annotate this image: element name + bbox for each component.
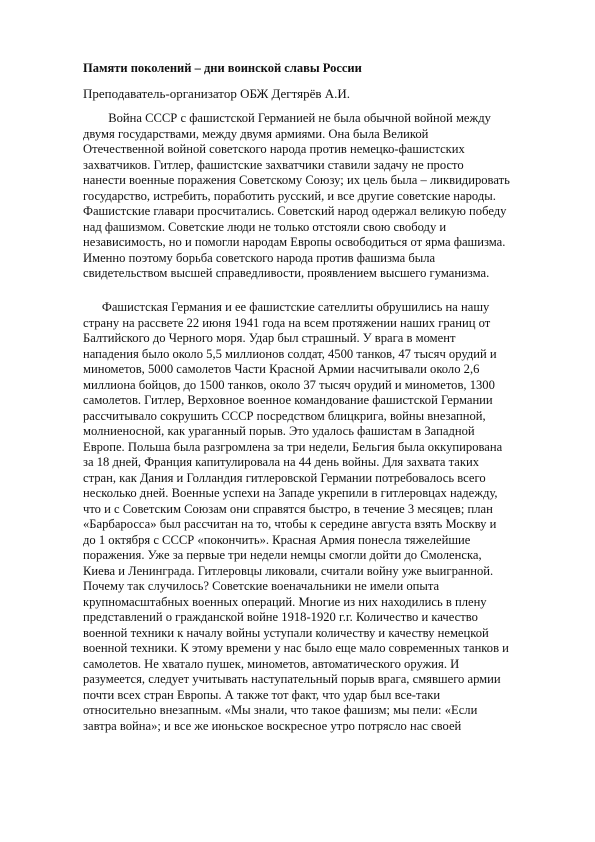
paragraph-line: Балтийского до Черного моря. Удар был страшный. У врага в момент bbox=[83, 331, 456, 345]
paragraph-line: Фашистская Германия и ее фашистские сателлиты обрушились на нашу bbox=[83, 300, 490, 314]
document-title: Памяти поколений – дни воинской славы России bbox=[83, 61, 362, 75]
paragraph-line: молниеносной, как ураганный порыв. Это удалось фашистам в Западной bbox=[83, 424, 475, 438]
paragraph-line: поражения. Уже за первые три недели немцы смогли дойти до Смоленска, bbox=[83, 548, 482, 562]
paragraph-line: «Барбаросса» был рассчитан на то, чтобы к середине августа взять Москву и bbox=[83, 517, 497, 531]
paragraph-line: военной техники. К этому времени у нас было еще мало современных танков и bbox=[83, 641, 509, 655]
paragraph-line: несколько дней. Военные успехи на Западе укрепили в гитлеровцах надежду, bbox=[83, 486, 498, 500]
paragraph-line: относительно внезапным. «Мы знали, что такое фашизм; мы пели: «Если bbox=[83, 703, 478, 717]
paragraph-line: государство, истребить, поработить русский, и все другие советские народы. bbox=[83, 188, 496, 203]
paragraph-line: до 1 октября с СССР «покончить». Красная Армия понесла тяжелейшие bbox=[83, 532, 471, 547]
paragraph-line: Киева и Ленинграда. Гитлеровцы ликовали, считали войну уже выигранной. bbox=[83, 563, 494, 578]
paragraph-line: Фашистские главари просчитались. Советский народ одержал великую победу bbox=[83, 204, 507, 218]
paragraph-line: Война СССР с фашистской Германией не была обычной войной между bbox=[83, 111, 491, 125]
paragraph-line: рассчитывало сокрушить СССР посредством блицкрига, войны внезапной, bbox=[83, 408, 486, 423]
paragraph-line: миллиона бойцов, до 1500 танков, около 37 тысяч орудий и минометов, 1300 bbox=[83, 377, 495, 392]
paragraph-line: Европе. Польша была разгромлена за три недели, Бельгия была оккупирована bbox=[83, 439, 503, 454]
paragraph-line: завтра война»; и все же июньское воскресное утро потрясло нас своей bbox=[83, 718, 462, 733]
author-line: Преподаватель-организатор ОБЖ Дегтярёв А.И. bbox=[83, 86, 351, 101]
paragraph-line: независимость, но и помогли народам Европы освободиться от ярма фашизма. bbox=[83, 235, 506, 249]
paragraph-line: двумя государствами, между двумя армиями. Она была Великой bbox=[83, 126, 429, 141]
paragraph-line: стран, как Дания и Голландия гитлеровской Германии потребовалось всего bbox=[83, 470, 486, 485]
paragraph-1 bbox=[83, 111, 523, 282]
paragraph-line: минометов, 5000 самолетов Части Красной Армии насчитывали около 2,6 bbox=[83, 362, 480, 376]
paragraph-line: над фашизмом. Советские люди не только отстояли свою свободу и bbox=[83, 219, 447, 234]
paragraph-line: что и с Советским Союзам они справятся быстро, в течение 3 месяцев; план bbox=[83, 501, 493, 516]
paragraph-line: самолетов. Не хватало пушек, минометов, автоматического оружия. И bbox=[83, 656, 460, 671]
paragraph-line: Именно поэтому борьба советского народа против фашизма была bbox=[83, 250, 436, 265]
paragraph-line: Почему так случилось? Советские военачальники не имели опыта bbox=[83, 579, 440, 593]
paragraph-line: почти всех стран Европы. А также тот факт, что удар был все-таки bbox=[83, 687, 441, 702]
paragraph-line: нанести военные поражения Советскому Союзу; их цель была – ликвидировать bbox=[83, 173, 510, 187]
paragraph-line: крупномасштабных военных операций. Многие из них находились в плену bbox=[83, 594, 487, 609]
paragraph-line: за 18 дней, Франция капитулировала на 44 день войны. Для захвата таких bbox=[83, 455, 480, 469]
paragraph-line: захватчиков. Гитлер, фашистские захватчики ставили задачу не просто bbox=[83, 157, 464, 172]
paragraph-2 bbox=[83, 300, 523, 734]
paragraph-line: свидетельством высшей справедливости, проявлением высшего гуманизма. bbox=[83, 266, 490, 280]
paragraph-line: страну на рассвете 22 июня 1941 года на всем протяжении наших границ от bbox=[83, 315, 491, 330]
paragraph-line: нападения было около 5,5 миллионов солдат, 4500 танков, 47 тысяч орудий и bbox=[83, 346, 497, 361]
paragraph-line: военной техники к началу войны уступали количеству и качеству немецкой bbox=[83, 625, 489, 640]
paragraph-line: самолетов. Гитлер, Верховное военное командование фашистской Германии bbox=[83, 393, 493, 407]
paragraph-line: представлений о гражданской войне 1918-1920 г.г. Количество и качество bbox=[83, 610, 478, 624]
paragraph-line: Отечественной войной советского народа против немецко-фашистских bbox=[83, 142, 465, 156]
paragraph-line: разумеется, следует учитывать наступательный порыв врага, смявшего армии bbox=[83, 672, 501, 686]
